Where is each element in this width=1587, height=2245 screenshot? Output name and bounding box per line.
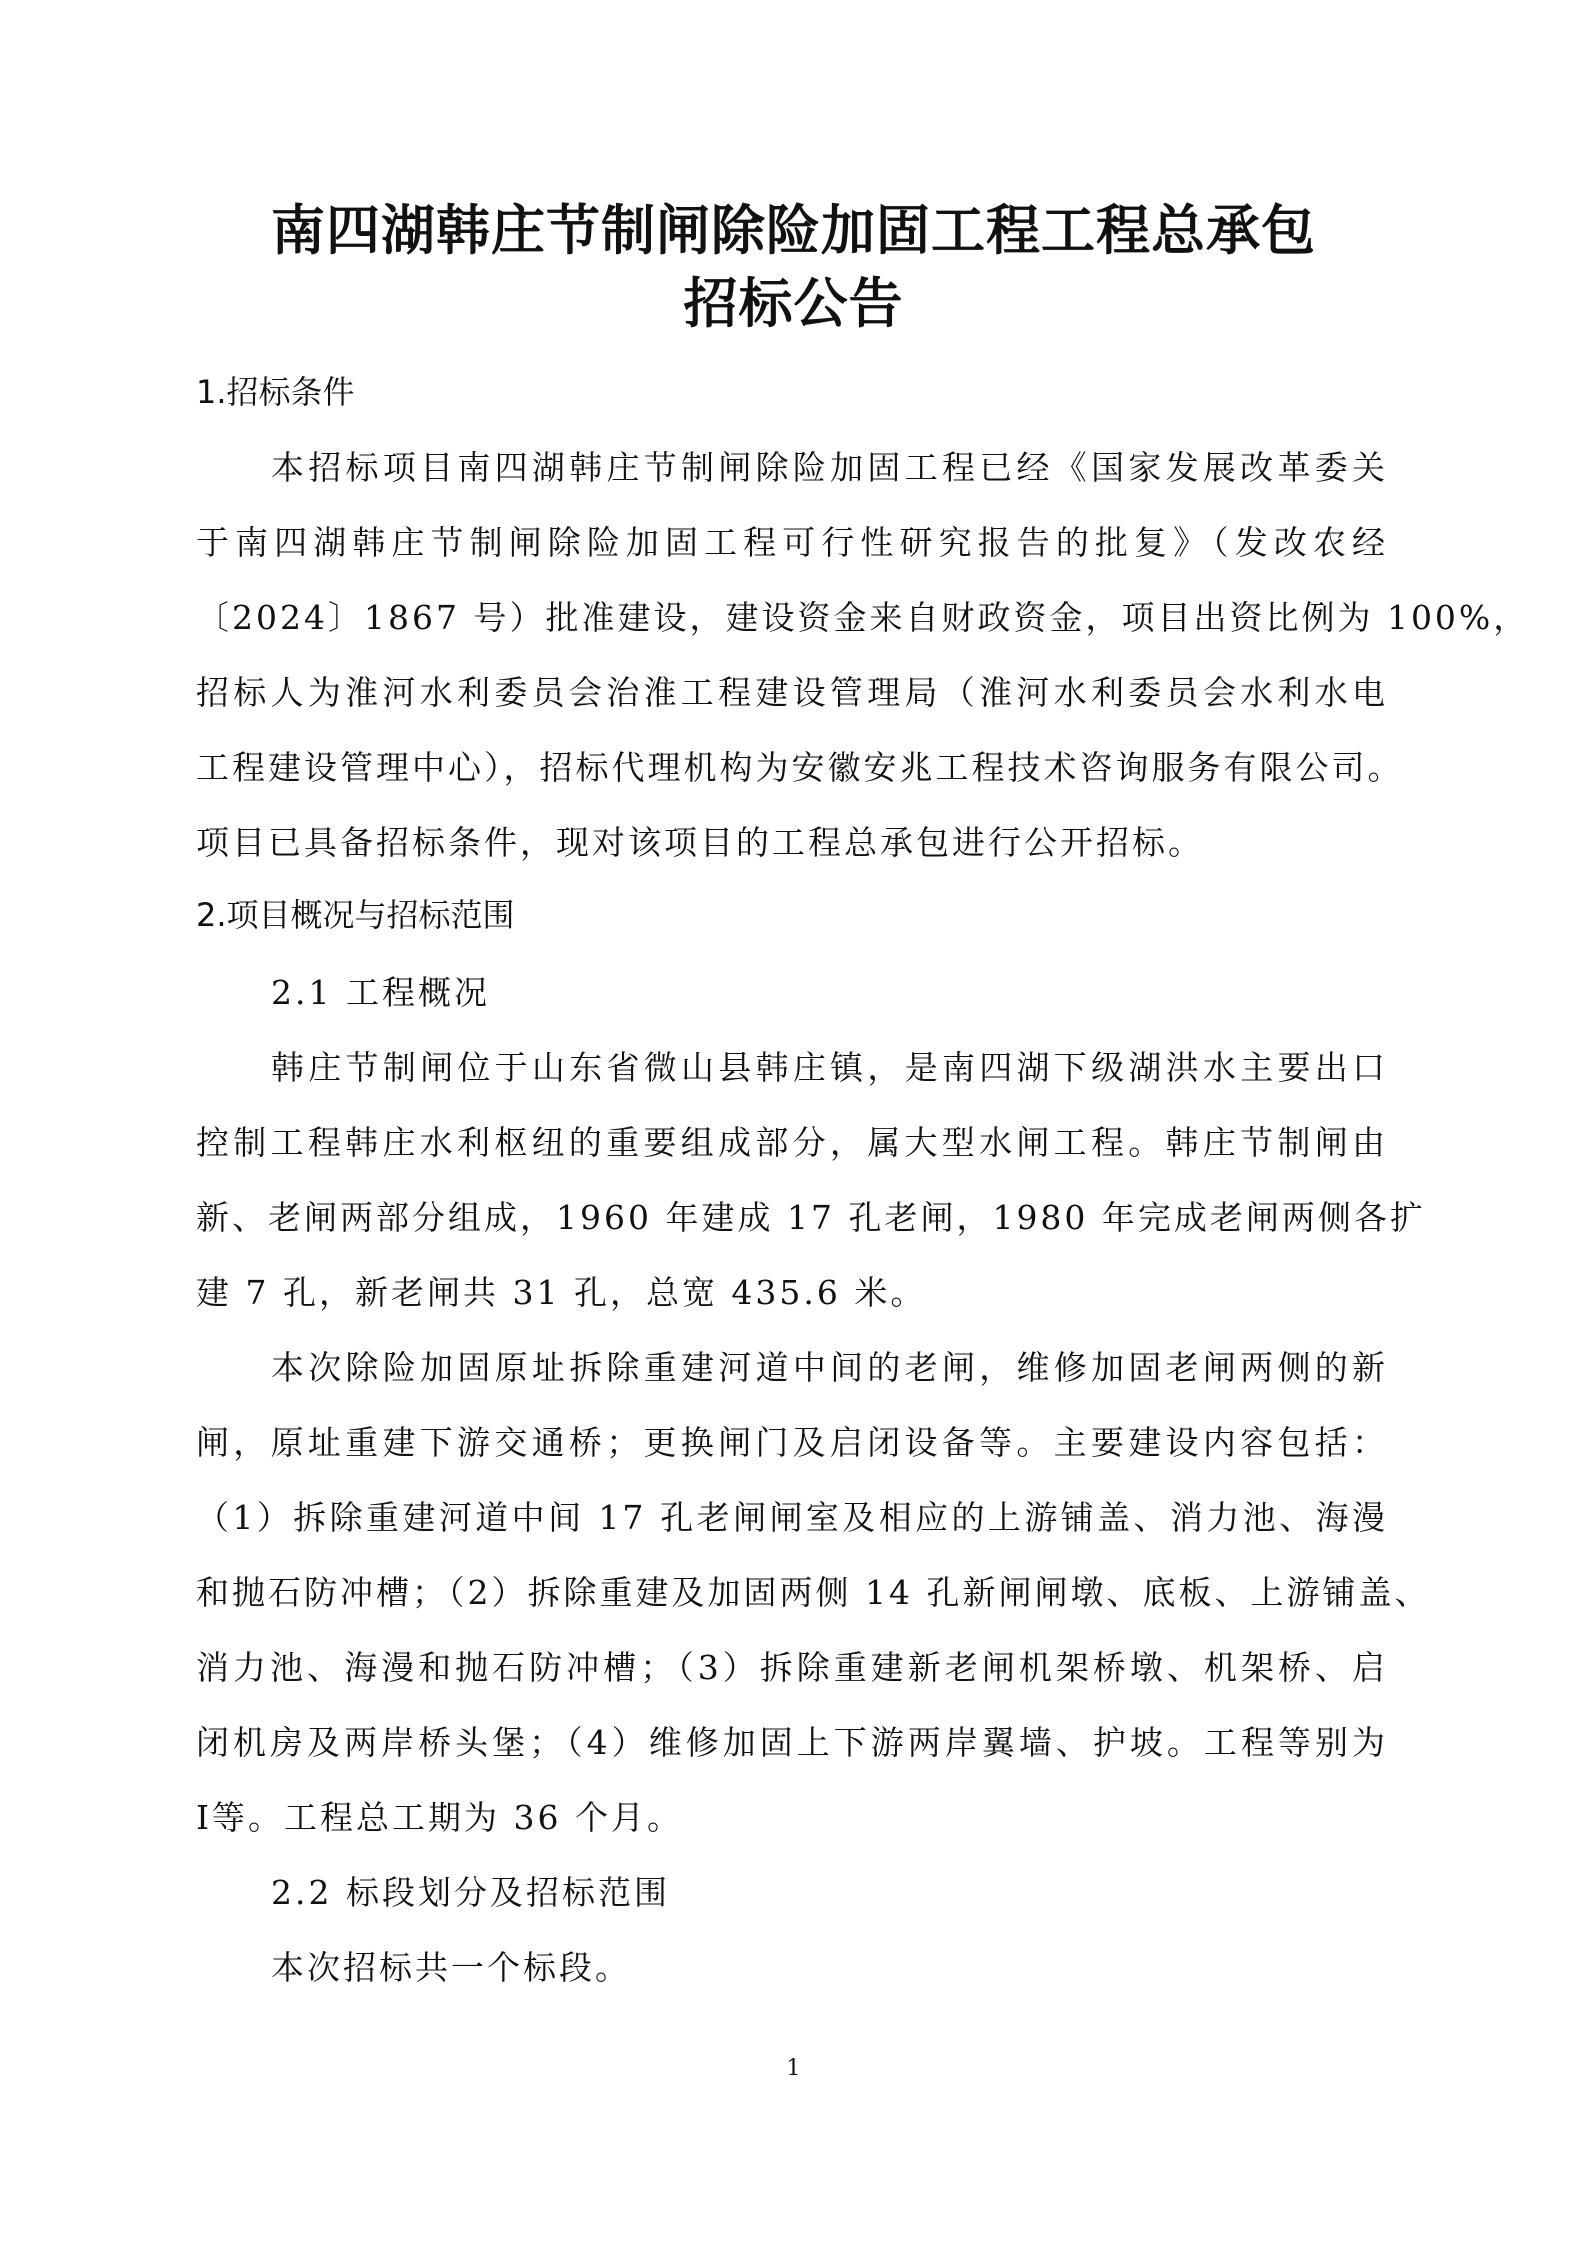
section-2-para3: 本次招标共一个标段。 [271, 1948, 631, 1987]
section-2-para2-line-2: 闸，原址重建下游交通桥；更换闸门及启闭设备等。主要建设内容包括： [196, 1423, 1388, 1462]
document-title-line-1: 南四湖韩庄节制闸除险加固工程工程总承包 [271, 198, 1316, 262]
section-2-para2-line-1: 本次除险加固原址拆除重建河道中间的老闸，维修加固老闸两侧的新 [271, 1348, 1388, 1387]
section-2-para2-line-6: 闭机房及两岸桥头堡；（4）维修加固上下游两岸翼墙、护坡。工程等别为 [196, 1723, 1388, 1762]
section-1-line-3: 〔2024〕1867 号）批准建设，建设资金来自财政资金，项目出资比例为 100%， [196, 598, 1530, 637]
section-1-line-2: 于南四湖韩庄节制闸除险加固工程可行性研究报告的批复》（发改农经 [196, 523, 1388, 562]
section-1-line-4: 招标人为淮河水利委员会治淮工程建设管理局（淮河水利委员会水利水电 [196, 673, 1388, 712]
section-2-para2-line-7: Ⅰ等。工程总工期为 36 个月。 [196, 1798, 684, 1837]
section-2-para1-line-3: 新、老闸两部分组成，1960 年建成 17 孔老闸，1980 年完成老闸两侧各扩 [196, 1198, 1426, 1237]
section-2-para1-line-2: 控制工程韩庄水利枢纽的重要组成部分，属大型水闸工程。韩庄节制闸由 [196, 1123, 1388, 1162]
section-1-line-6: 项目已具备招标条件，现对该项目的工程总承包进行公开招标。 [196, 823, 1204, 862]
page-number: 1 [786, 2056, 801, 2081]
section-1-line-1: 本招标项目南四湖韩庄节制闸除险加固工程已经《国家发展改革委关 [271, 448, 1388, 487]
section-2-para1-line-4: 建 7 孔，新老闸共 31 孔，总宽 435.6 米。 [196, 1273, 927, 1312]
section-2-para1-line-1: 韩庄节制闸位于山东省微山县韩庄镇，是南四湖下级湖洪水主要出口 [271, 1048, 1388, 1087]
subsection-2-2-heading: 2.2 标段划分及招标范围 [271, 1873, 670, 1912]
section-1-line-5: 工程建设管理中心），招标代理机构为安徽安兆工程技术咨询服务有限公司。 [196, 748, 1404, 787]
section-2-para2-line-5: 消力池、海漫和抛石防冲槽；（3）拆除重建新老闸机架桥墩、机架桥、启 [196, 1648, 1388, 1687]
section-1-heading: 1.招标条件 [196, 373, 355, 411]
subsection-2-1-heading: 2.1 工程概况 [271, 973, 490, 1012]
section-2-heading: 2.项目概况与招标范围 [196, 896, 515, 934]
section-2-para2-line-4: 和抛石防冲槽；（2）拆除重建及加固两侧 14 孔新闸闸墩、底板、上游铺盖、 [196, 1573, 1431, 1612]
document-title-line-2: 招标公告 [683, 271, 904, 335]
section-2-para2-line-3: （1）拆除重建河道中间 17 孔老闸闸室及相应的上游铺盖、消力池、海漫 [196, 1498, 1388, 1537]
